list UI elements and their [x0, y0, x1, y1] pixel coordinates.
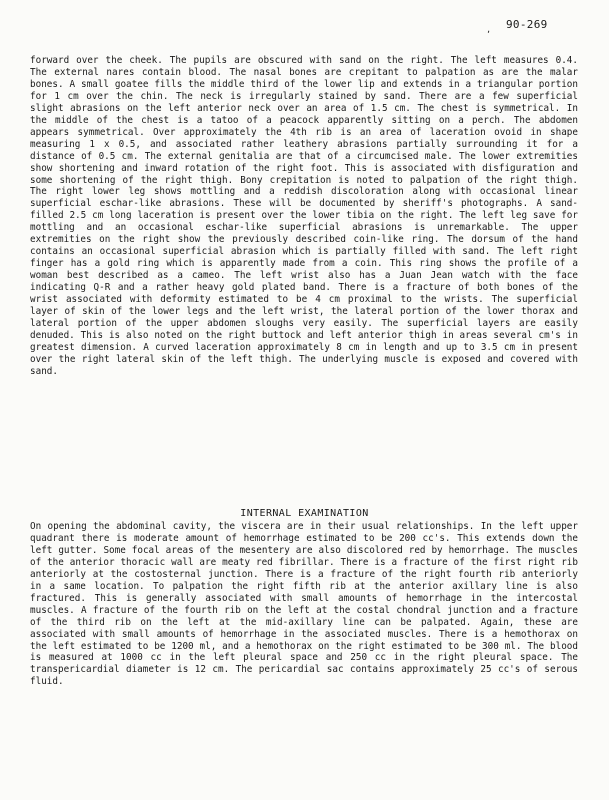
- section-heading: INTERNAL EXAMINATION: [240, 508, 369, 519]
- tick-mark: ʼ: [486, 30, 491, 39]
- page-number: 90-269: [506, 18, 548, 31]
- external-exam-paragraph: forward over the cheek. The pupils are obscured with sand on the right. The left measures 0.4. The external nares contain blood. The nasal bones are crepitant to palpation as are the malar bones. A small goatee fills the middle third of the lower lip and extends in a triangular portion for 1 cm over the chin. The neck is irregularly stained by sand. There are a few superficial slight abrasions on the left anterior neck over an area of 1.5 cm. The chest is symmetrical. In the middle of the chest is a tatoo of a peacock apparently sitting on a perch. The abdomen appears symmetrical. Over approximately the 4th rib is an area of laceration ovoid in shape measuring 1 x 0.5, and associated rather leathery abrasions partially surrounding it for a distance of 0.5 cm. The external genitalia are that of a circumcised male. The lower extremities show shortening and inward rotation of the right foot. This is associated with disfiguration and some shortening of the right thigh. Bony crepitation is noted to palpation of the right thigh. The right lower leg shows mottling and a reddish discoloration along with occasional linear superficial eschar-like abrasions. These will be documented by sheriff's photographs. A sand-filled 2.5 cm long laceration is present over the lower tibia on the right. The left leg save for mottling and an occasional eschar-like superficial abrasions is unremarkable. The upper extremities on the right show the previously described coin-like ring. The dorsum of the hand contains an occasional superficial abrasion which is partially filled with sand. The left right finger has a gold ring which is apparently made from a coin. This ring shows the profile of a woman best described as a cameo. The left wrist also has a Juan Jean watch with the face indicating Q-R and a rather heavy gold plated band. There is a fracture of both bones of the wrist associated with deformity estimated to be 4 cm proximal to the wrists. The superficial layer of skin of the lower legs and the left wrist, the lateral portion of the lower thorax and lateral portion of the upper abdomen sloughs very easily. The superficial layers are easily denuded. This is also noted on the right buttock and left anterior thigh in areas several cm's in greatest dimension. A curved laceration approximately 8 cm in length and up to 3.5 cm in present over the right lateral skin of the left thigh. The underlying muscle is exposed and covered with sand.: [30, 55, 578, 377]
- internal-exam-paragraph: On opening the abdominal cavity, the viscera are in their usual relationships. In the left upper quadrant there is moderate amount of hemorrhage estimated to be 200 cc's. This extends down the left gutter. Some focal areas of the mesentery are also discolored red by hemorrhage. The muscles of the anterior thoracic wall are meaty red fibrillar. There is a fracture of the first right rib anteriorly at the costosternal junction. There is a fracture of the right fourth rib anteriorly in a same location. To palpation the right fifth rib at the anterior axillary line is also fractured. This is generally associated with small amounts of hemorrhage in the intercostal muscles. A fracture of the fourth rib on the left at the costal chondral junction and a fracture of the third rib on the left at the mid-axillary line can be palpated. Again, these are associated with small amounts of hemorrhage in the associated muscles. There is a hemothorax on the left estimated to be 1200 ml, and a hemothorax on the right estimated to be 300 ml. The blood is measured at 1000 cc in the left pleural space and 250 cc in the right pleural space. The transpericardial diameter is 12 cm. The pericardial sac contains approximately 25 cc's of serous fluid.: [30, 521, 578, 688]
